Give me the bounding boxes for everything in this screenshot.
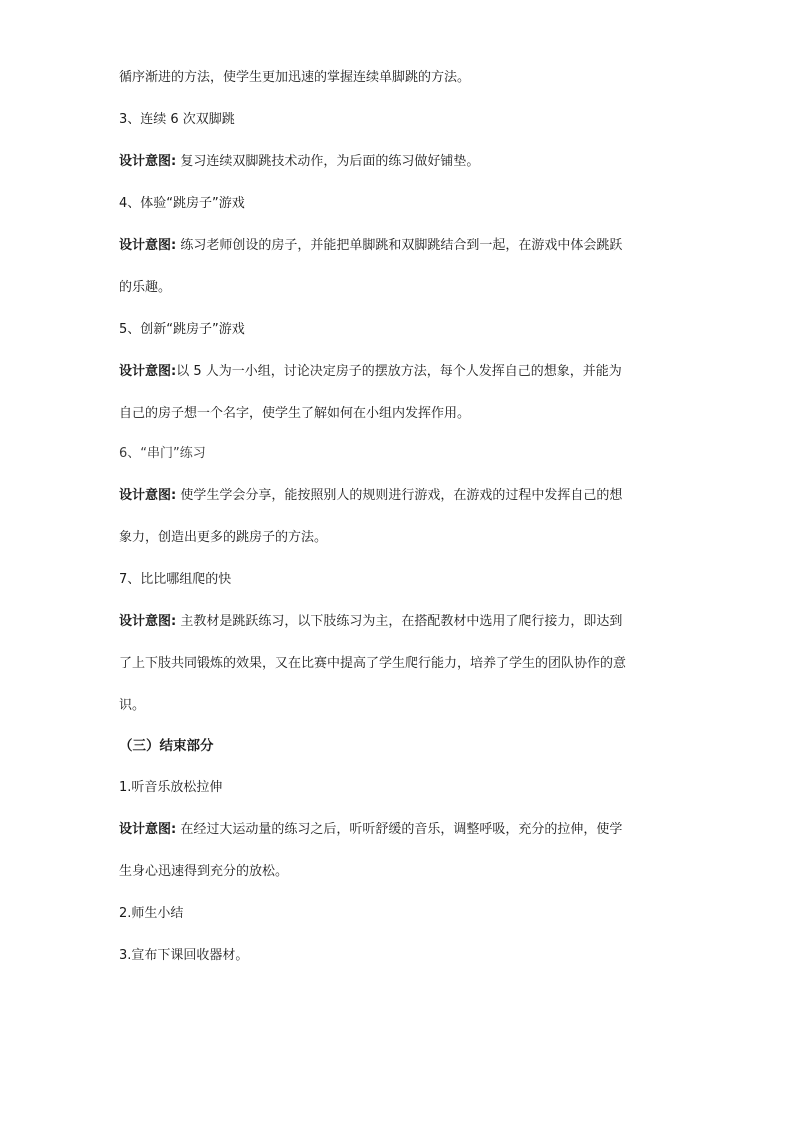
design-intent-label: 设计意图: — [119, 364, 177, 379]
item-heading-3: 3、连续 6 次双脚跳 — [119, 112, 235, 127]
design-intent-paragraph — [119, 613, 679, 631]
design-intent-continuation: 象力，创造出更多的跳房子的方法。 — [119, 530, 328, 545]
item-heading-3b: 3.宣布下课回收器材。 — [119, 948, 249, 963]
design-intent-continuation: 的乐趣。 — [119, 280, 172, 295]
design-intent-continuation: 自己的房子想一个名字，使学生了解如何在小组内发挥作用。 — [119, 406, 471, 421]
design-intent-paragraph — [119, 237, 679, 255]
design-intent-paragraph — [119, 153, 679, 171]
design-intent-paragraph — [119, 363, 679, 381]
item-heading-7: 7、比比哪组爬的快 — [119, 572, 232, 587]
design-intent-paragraph — [119, 821, 679, 839]
design-intent-continuation: 了上下肢共同锻炼的效果，又在比赛中提高了学生爬行能力，培养了学生的团队协作的意 — [119, 656, 627, 671]
design-intent-paragraph — [119, 487, 679, 505]
design-intent-continuation: 生身心迅速得到充分的放松。 — [119, 864, 289, 879]
design-intent-text: 在经过大运动量的练习之后，听听舒缓的音乐，调整呼吸，充分的拉伸，使学 — [176, 822, 623, 837]
item-heading-4: 4、体验“跳房子”游戏 — [119, 196, 245, 211]
design-intent-continuation: 识。 — [119, 698, 146, 713]
design-intent-label: 设计意图: — [119, 238, 177, 253]
design-intent-text: 主教材是跳跃练习，以下肢练习为主，在搭配教材中选用了爬行接力，即达到 — [176, 614, 623, 629]
design-intent-text: 复习连续双脚跳技术动作，为后面的练习做好铺垫。 — [176, 154, 480, 169]
item-heading-1: 1.听音乐放松拉伸 — [119, 780, 223, 795]
item-heading-6: 6、“串门”练习 — [119, 446, 206, 461]
design-intent-label: 设计意图: — [119, 614, 177, 629]
design-intent-label: 设计意图: — [119, 154, 177, 169]
design-intent-label: 设计意图: — [119, 488, 177, 503]
paragraph-text: 循序渐进的方法，使学生更加迅速的掌握连续单脚跳的方法。 — [119, 70, 471, 85]
design-intent-label: 设计意图: — [119, 822, 177, 837]
design-intent-text: 以 5 人为一小组，讨论决定房子的摆放方法，每个人发挥自己的想象，并能为 — [176, 364, 622, 379]
item-heading-2: 2.师生小结 — [119, 906, 184, 921]
item-heading-5: 5、创新“跳房子”游戏 — [119, 322, 245, 337]
section-heading: （三）结束部分 — [119, 738, 214, 754]
design-intent-text: 练习老师创设的房子，并能把单脚跳和双脚跳结合到一起，在游戏中体会跳跃 — [176, 238, 623, 253]
design-intent-text: 使学生学会分享，能按照别人的规则进行游戏，在游戏的过程中发挥自己的想 — [176, 488, 623, 503]
